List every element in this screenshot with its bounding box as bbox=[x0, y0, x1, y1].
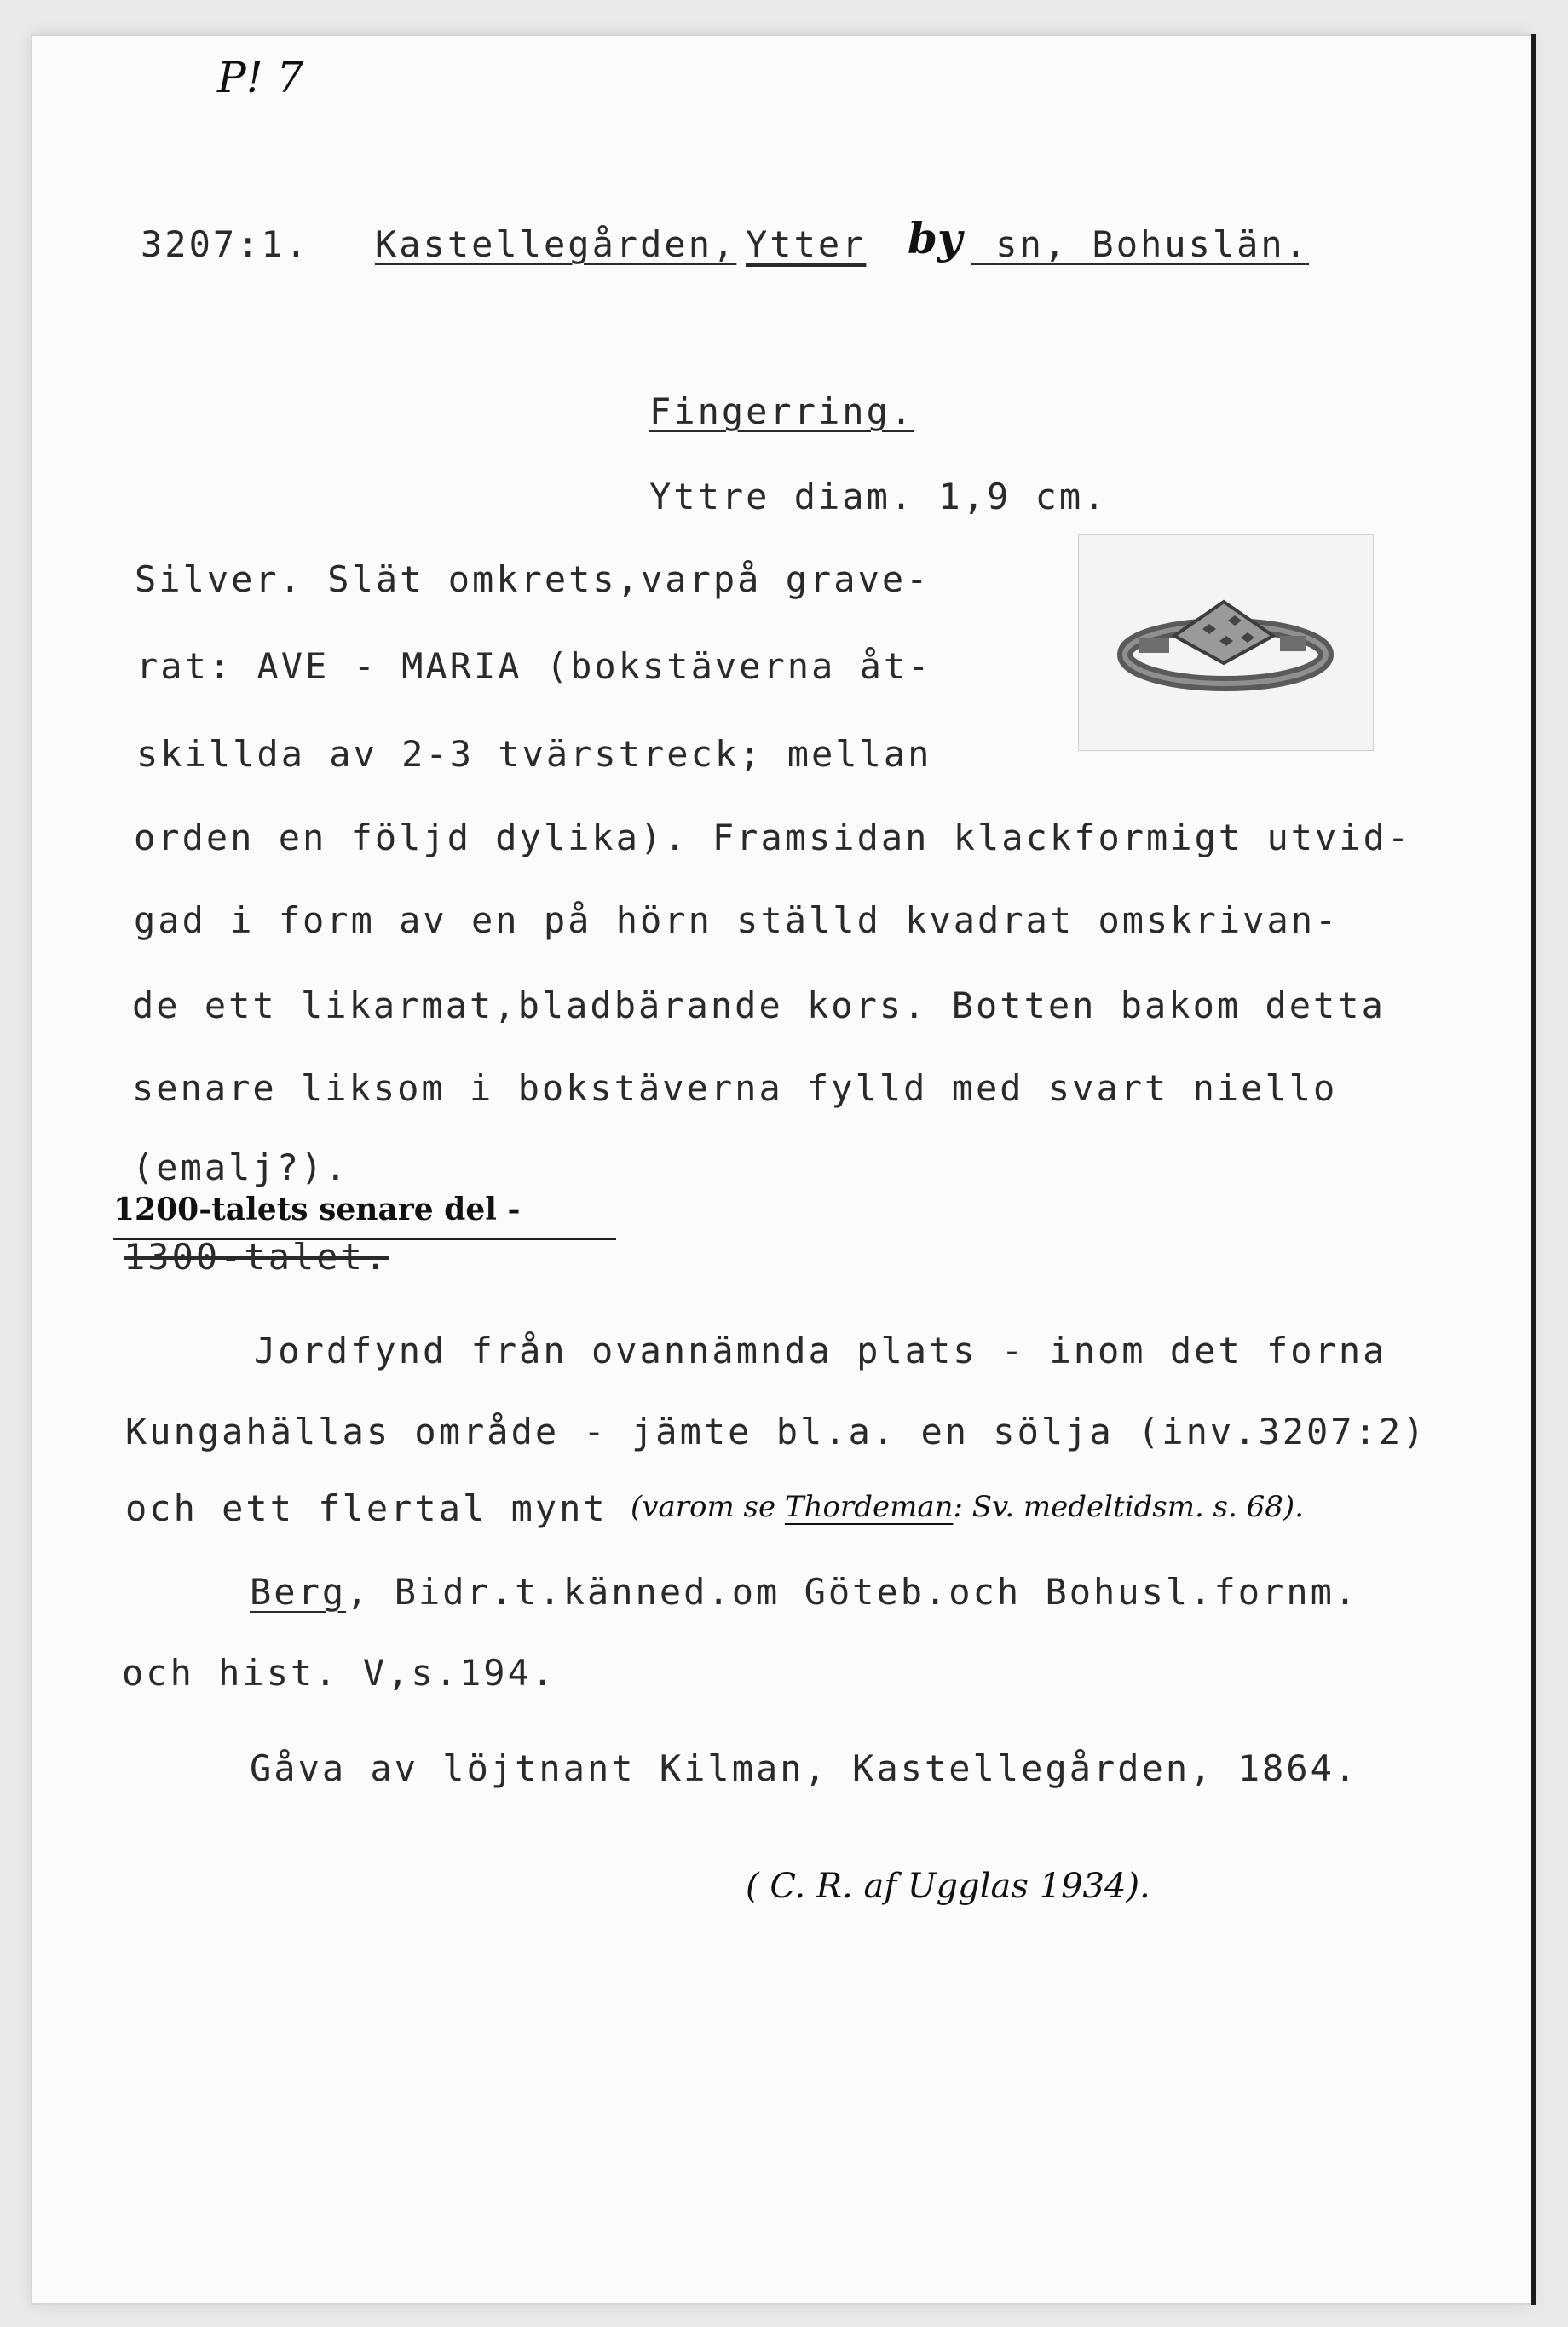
parish-handwritten-correction: by bbox=[908, 213, 963, 263]
gift-line: Gåva av löjtnant Kilman, Kastellegården, 1864. bbox=[250, 1747, 1359, 1789]
find-line-2: Kungahällas område - jämte bl.a. en sölja (inv.3207:2) bbox=[125, 1411, 1427, 1452]
ring-photo bbox=[1078, 534, 1374, 751]
literature-line-1 bbox=[250, 1571, 1358, 1613]
object-title bbox=[649, 390, 914, 432]
find-line-1: Jordfynd från ovannämnda plats - inom det forna bbox=[254, 1330, 1387, 1371]
object-dimension: Yttre diam. 1,9 cm. bbox=[649, 476, 1108, 517]
literature-title: , Bidr.t.känned.om Göteb.och Bohusl.fornm. bbox=[346, 1571, 1359, 1613]
find-line-3: och ett flertal mynt bbox=[125, 1487, 608, 1529]
literature-author: Berg bbox=[250, 1571, 347, 1613]
description-line-5: gad i form av en på hörn ställd kvadrat omskrivan- bbox=[134, 899, 1340, 941]
description-line-2: rat: AVE - MARIA (bokstäverna åt- bbox=[136, 645, 932, 687]
description-line-3: skillda av 2-3 tvärstreck; mellan bbox=[136, 733, 932, 775]
province: sn, Bohuslän. bbox=[971, 223, 1310, 265]
description-line-7: senare liksom i bokstäverna fylld med svart niello bbox=[132, 1067, 1338, 1109]
catalog-number: 3207:1. bbox=[141, 223, 310, 265]
page-marker: P! 7 bbox=[217, 53, 304, 102]
ring-image bbox=[1079, 535, 1373, 750]
card-edge-shadow bbox=[1531, 34, 1536, 2305]
find-handwritten-reference bbox=[631, 1490, 1304, 1524]
signature: ( C. R. af Ugglas 1934). bbox=[746, 1867, 1150, 1906]
object-title-text: Fingerring. bbox=[649, 390, 915, 432]
literature-line-2: och hist. V,s.194. bbox=[122, 1652, 556, 1694]
description-line-1: Silver. Slät omkrets,varpå grave- bbox=[135, 558, 931, 600]
find-place: Kastellegården, bbox=[375, 223, 737, 265]
dating-handwritten: 1200-talets senare del - bbox=[113, 1192, 521, 1227]
reference-pre: (varom se bbox=[631, 1490, 785, 1524]
description-line-4: orden en följd dylika). Framsidan klackformigt utvid- bbox=[134, 817, 1412, 858]
description-line-8: (emalj?). bbox=[132, 1146, 349, 1188]
parish-typed: Ytter bbox=[746, 223, 867, 265]
dating-typed: 1300-talet. bbox=[124, 1236, 389, 1278]
reference-post: : Sv. medeltidsm. s. 68). bbox=[953, 1490, 1304, 1524]
description-line-6: de ett likarmat,bladbärande kors. Botten bakom detta bbox=[132, 984, 1386, 1026]
reference-author: Thordeman bbox=[784, 1490, 954, 1524]
